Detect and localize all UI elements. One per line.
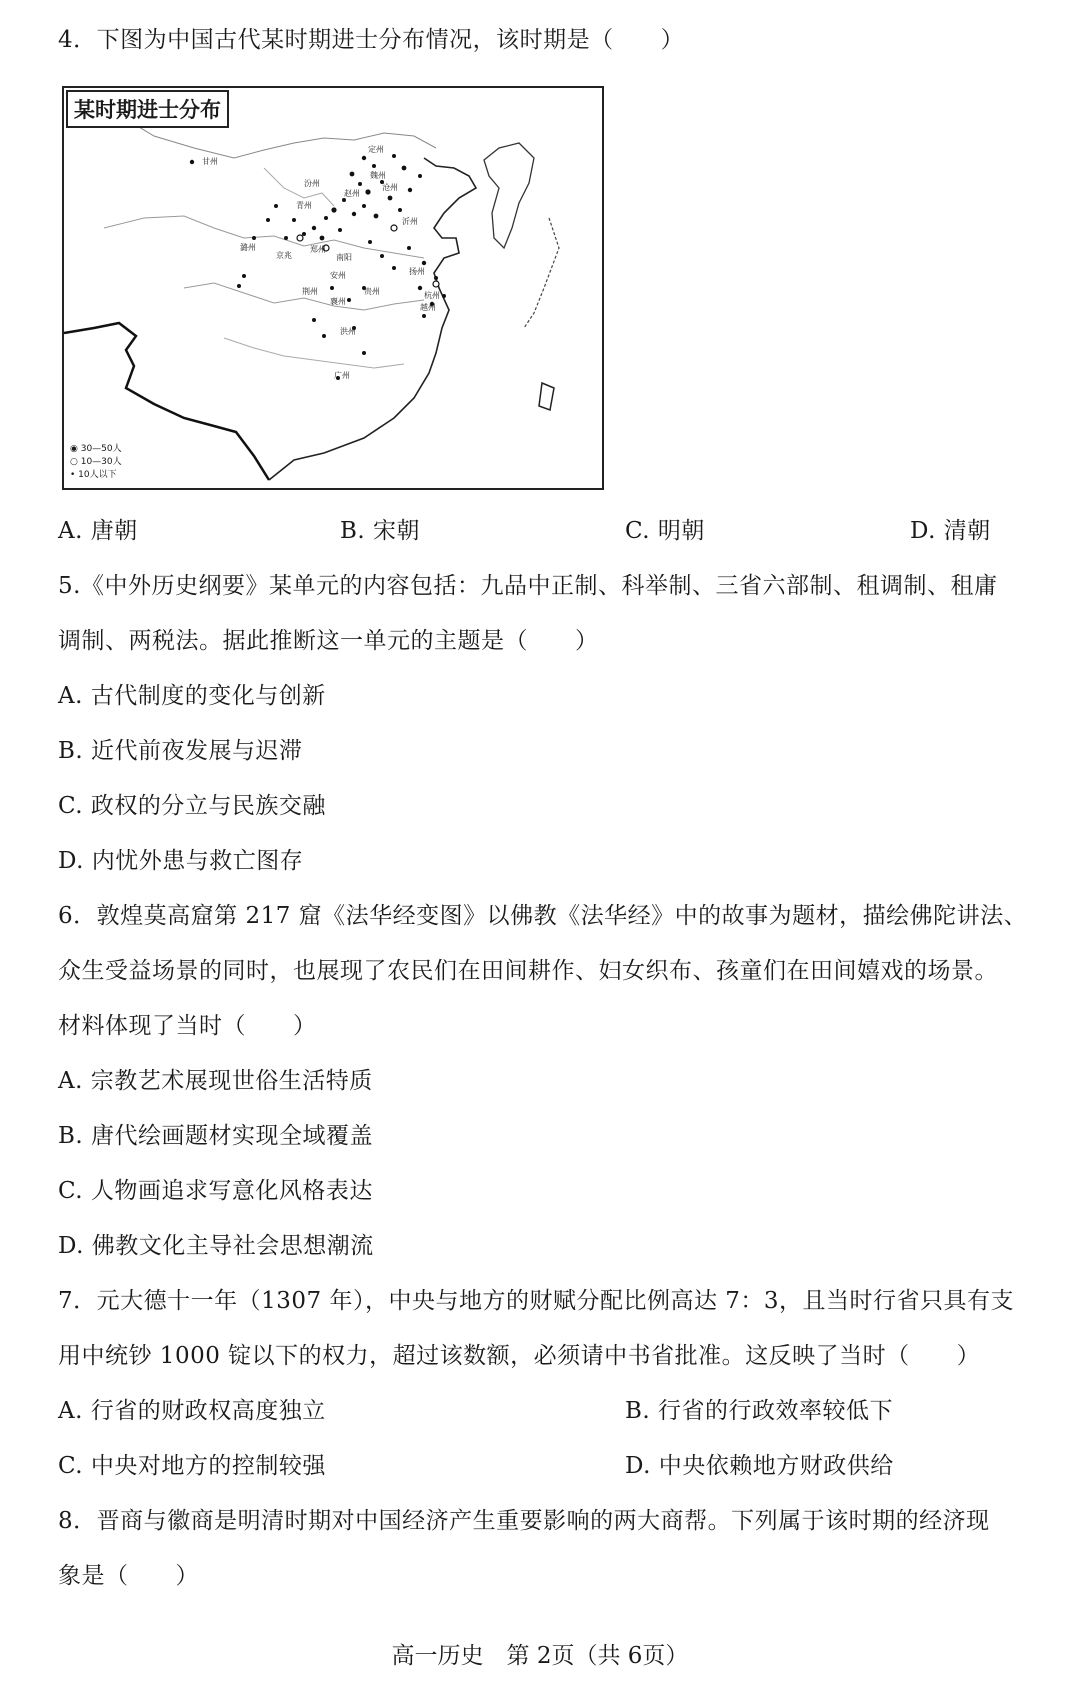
city-label: 潞州 (240, 243, 256, 252)
q8-stem-line-2: 象是（ ） (58, 1563, 199, 1589)
q6-stem-line-2: 众生受益场景的同时，也展现了农民们在田间耕作、妇女织布、孩童们在田间嬉戏的场景。 (58, 958, 998, 984)
city-label: 越州 (420, 303, 436, 312)
city-label: 沂州 (402, 217, 418, 226)
city-label: 贵州 (364, 287, 380, 296)
q4-option-b: B. 宋朝 (340, 518, 421, 544)
q5-stem-line-2: 调制、两税法。据此推断这一单元的主题是（ ） (58, 628, 599, 654)
q6-option-b: B. 唐代绘画题材实现全域覆盖 (58, 1123, 374, 1149)
city-label: 郑州 (310, 245, 326, 254)
map-legend (70, 443, 122, 482)
city-label: 青州 (296, 201, 312, 210)
city-label: 洪州 (340, 327, 356, 336)
q4-stem: 4．下图为中国古代某时期进士分布情况，该时期是（ ） (58, 27, 685, 53)
legend-item: • 10人以下 (70, 470, 117, 480)
q5-option-a: A. 古代制度的变化与创新 (58, 683, 326, 709)
city-label: 定州 (368, 145, 384, 154)
q6-stem-line-1: 6．敦煌莫高窟第 217 窟《法华经变图》以佛教《法华经》中的故事为题材，描绘佛陀讲法、 (58, 903, 1028, 929)
q6-stem-line-3: 材料体现了当时（ ） (58, 1013, 317, 1039)
city-label: 安州 (330, 271, 346, 280)
q5-option-c: C. 政权的分立与民族交融 (58, 793, 326, 819)
city-label: 荆州 (302, 287, 318, 296)
city-label: 京兆 (276, 251, 292, 260)
q4-option-d: D. 清朝 (910, 518, 991, 544)
q5-option-b: B. 近代前夜发展与迟滞 (58, 738, 303, 764)
q8-stem-line-1: 8．晋商与徽商是明清时期对中国经济产生重要影响的两大商帮。下列属于该时期的经济现 (58, 1508, 990, 1534)
q7-stem-line-2: 用中统钞 1000 锭以下的权力，超过该数额，必须请中书省批准。这反映了当时（ ） (58, 1343, 981, 1369)
map-drawing (64, 88, 602, 488)
q7-option-d: D. 中央依赖地方财政供给 (625, 1453, 894, 1479)
q7-option-a: A. 行省的财政权高度独立 (58, 1398, 326, 1424)
q4-option-a: A. 唐朝 (58, 518, 138, 544)
q7-stem-line-1: 7．元大德十一年（1307 年），中央与地方的财赋分配比例高达 7：3，且当时行省只具有支 (58, 1288, 1015, 1314)
city-label: 扬州 (409, 267, 425, 276)
q7-option-b: B. 行省的行政效率较低下 (625, 1398, 894, 1424)
q6-option-c: C. 人物画追求写意化风格表达 (58, 1178, 373, 1204)
legend-item: ◉ 30—50人 (70, 444, 122, 454)
city-label: 广州 (334, 371, 350, 380)
q5-stem-line-1: 5.《中外历史纲要》某单元的内容包括：九品中正制、科举制、三省六部制、租调制、租庸 (58, 573, 998, 599)
city-label: 南阳 (336, 253, 352, 262)
q6-option-a: A. 宗教艺术展现世俗生活特质 (58, 1068, 373, 1094)
city-label: 赵州 (344, 189, 360, 198)
q7-option-c: C. 中央对地方的控制较强 (58, 1453, 326, 1479)
map-title: 某时期进士分布 (66, 90, 229, 128)
q6-option-d: D. 佛教文化主导社会思想潮流 (58, 1233, 374, 1259)
city-label: 襄州 (330, 297, 346, 306)
city-label: 魏州 (370, 171, 386, 180)
city-label: 杭州 (424, 291, 440, 300)
city-label: 沧州 (382, 183, 398, 192)
legend-item: ○ 10—30人 (70, 457, 122, 467)
q4-option-c: C. 明朝 (625, 518, 705, 544)
q5-option-d: D. 内忧外患与救亡图存 (58, 848, 304, 874)
city-label: 甘州 (202, 157, 218, 166)
page-footer: 高一历史 第 2页（共 6页） (391, 1643, 689, 1669)
jinshi-distribution-map (62, 86, 604, 490)
city-label: 汾州 (304, 179, 320, 188)
